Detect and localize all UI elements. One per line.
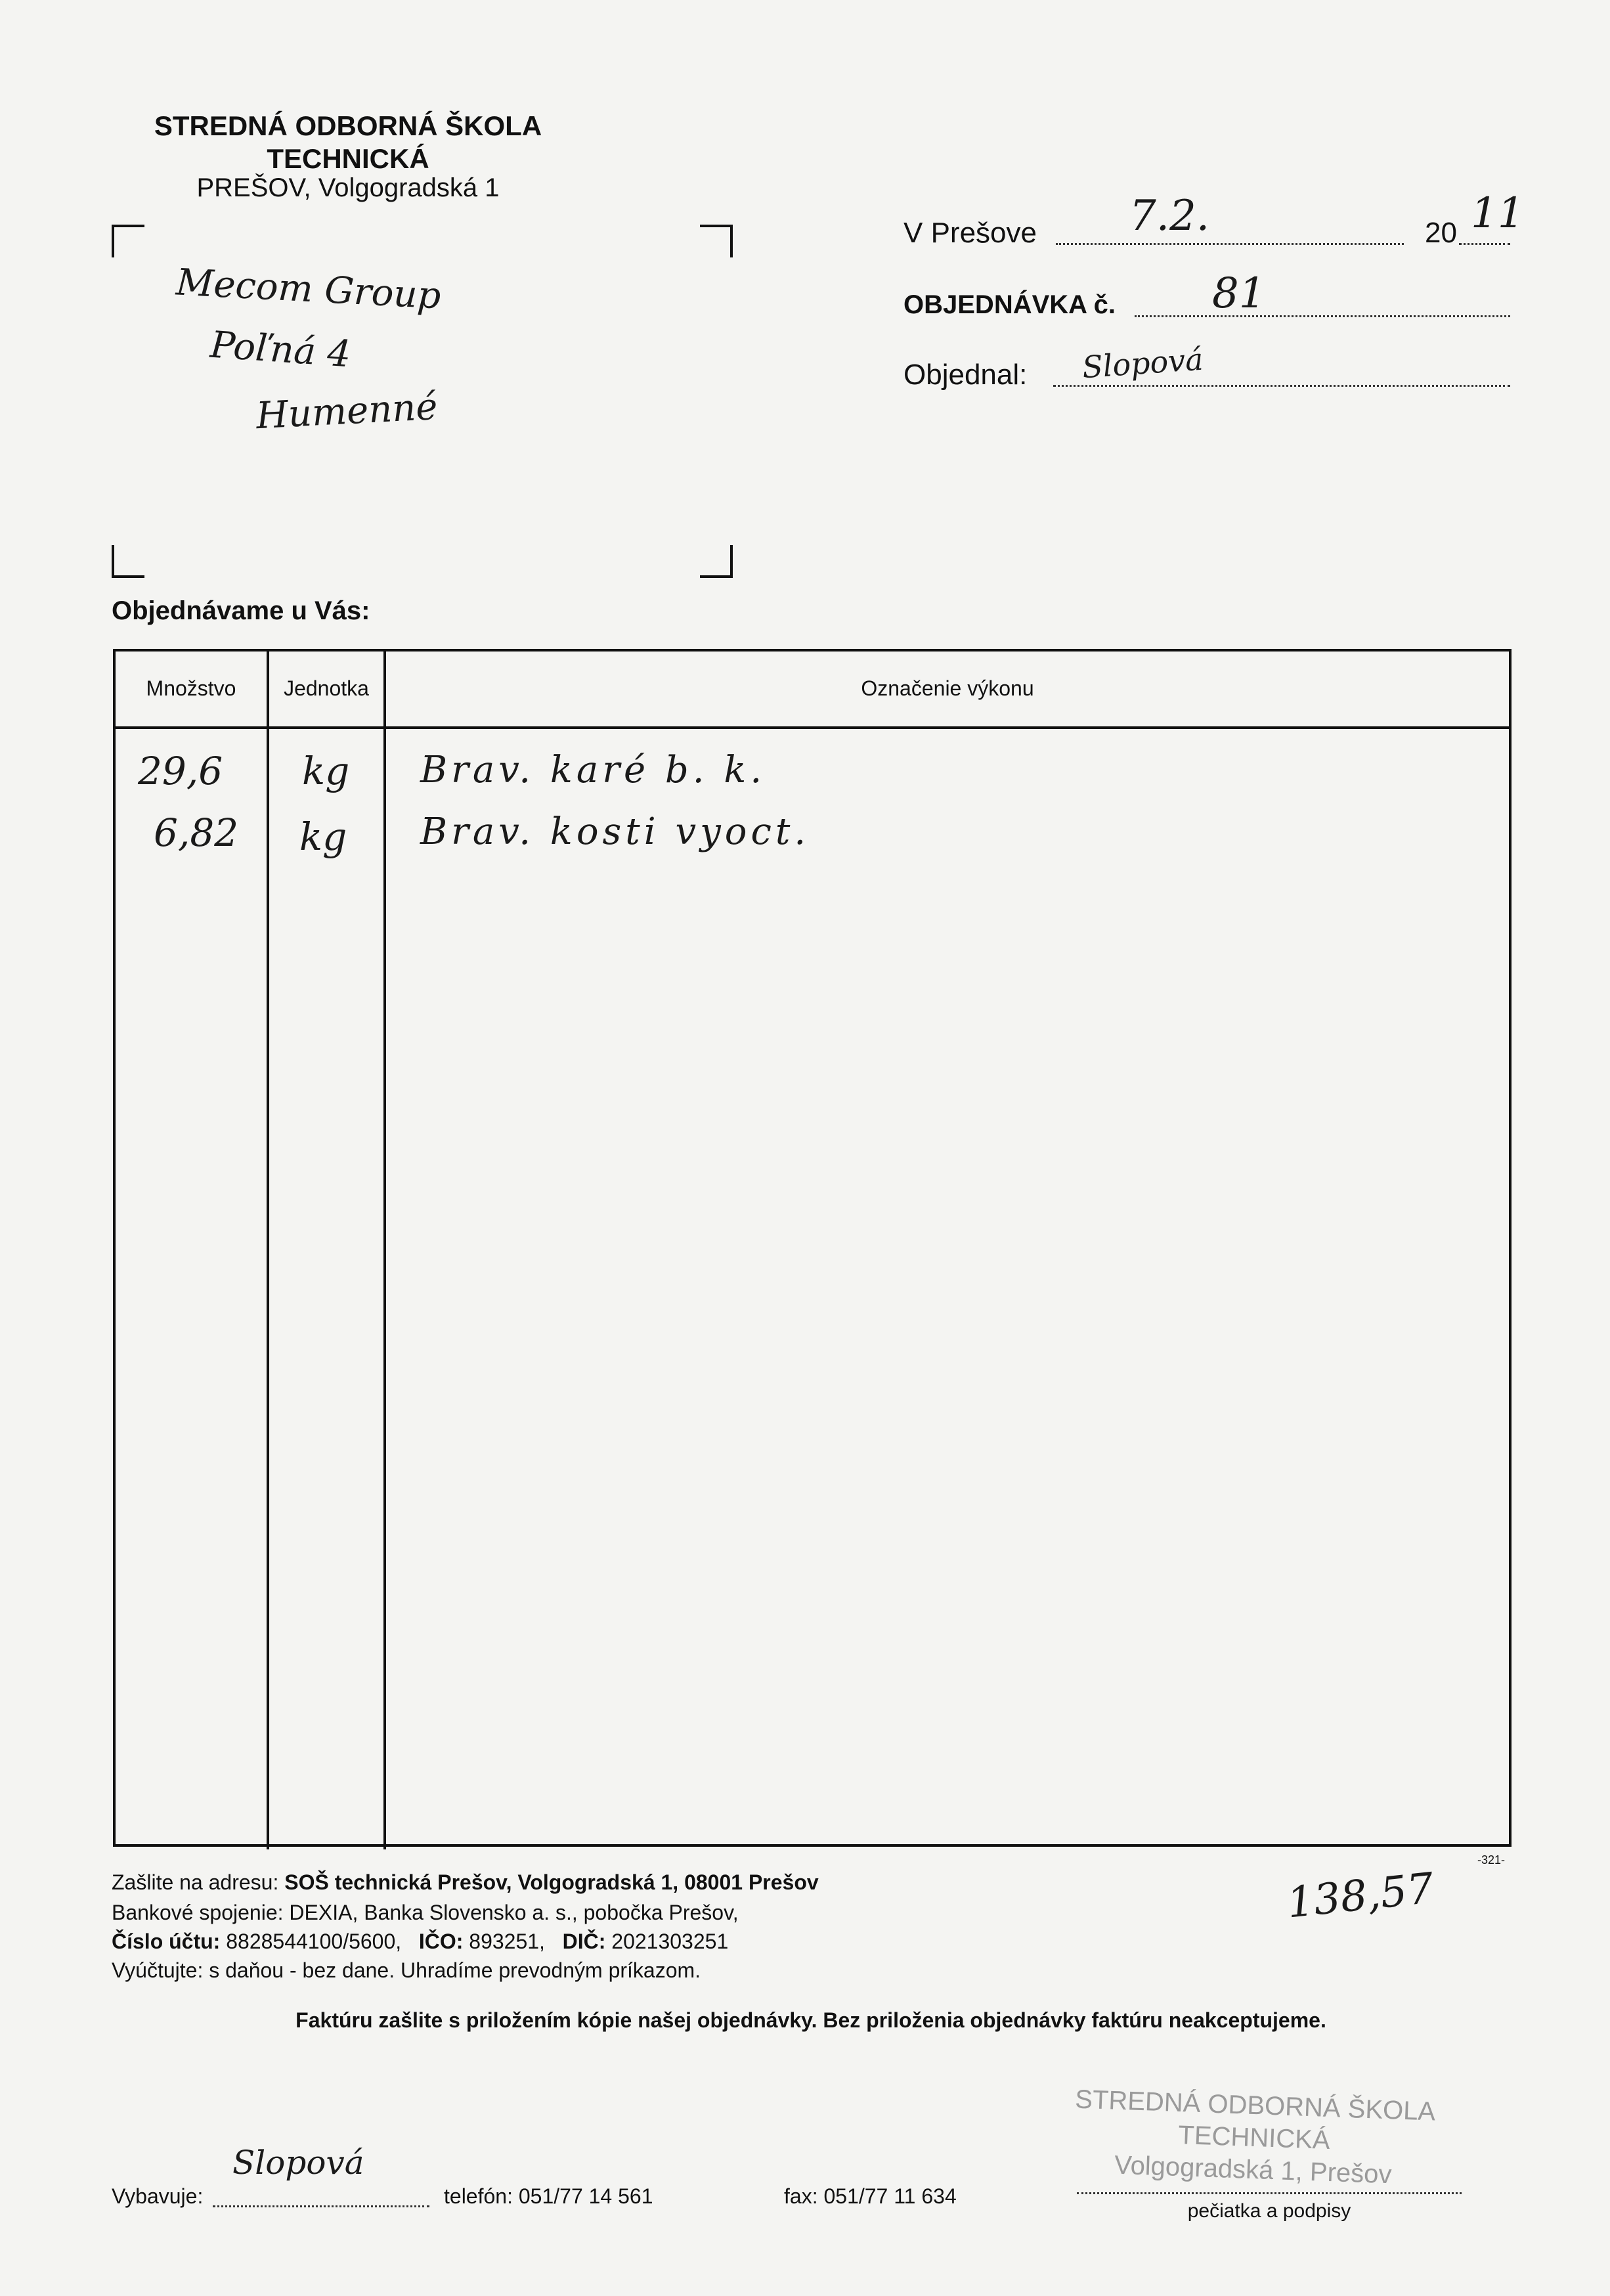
header-quantity: Množstvo <box>146 676 236 700</box>
header-unit: Jednotka <box>284 676 369 700</box>
billing-value: s daňou - bez dane. Uhradíme prevodným príkazom. <box>209 1958 701 1982</box>
table-header-divider <box>113 726 1512 729</box>
account-label: Číslo účtu: <box>112 1930 221 1953</box>
school-name-line2: TECHNICKÁ <box>267 143 429 174</box>
address-corner-bottom-left <box>112 545 144 578</box>
total-handwritten: 138,57 <box>1284 1864 1437 1928</box>
signature-dotted-line <box>1077 2192 1462 2194</box>
row2-description: Brav. kosti vyoct. <box>420 810 810 853</box>
send-address-value: SOŠ technická Prešov, Volgogradská 1, 08001 Prešov <box>284 1870 819 1894</box>
school-stamp <box>1069 2085 1440 2191</box>
year-prefix: 20 <box>1425 217 1457 249</box>
stamp-line3: Volgogradská 1, Prešov <box>1114 2150 1393 2190</box>
order-number-handwritten: 81 <box>1212 269 1266 318</box>
send-address-line <box>112 1870 819 1895</box>
phone-label: telefón: <box>444 2184 513 2208</box>
send-address-label: Zašlite na adresu: <box>112 1870 279 1894</box>
handled-by-label: Vybavuje: <box>112 2184 204 2208</box>
table-column-divider-2 <box>383 651 386 1849</box>
recipient-line3: Humenné <box>255 385 439 438</box>
recipient-line1: Mecom Group <box>175 261 443 318</box>
date-handwritten: 7.2. <box>1129 192 1210 240</box>
place-label: V Prešove <box>903 217 1037 249</box>
address-corner-bottom-right <box>700 545 733 578</box>
school-address: PREŠOV, Volgogradská 1 <box>196 173 500 202</box>
handled-by-signature: Slopová <box>232 2144 364 2182</box>
ordered-by-label: Objednal: <box>903 359 1028 391</box>
order-number-label: OBJEDNÁVKA č. <box>903 290 1116 319</box>
recipient-line2: Poľná 4 <box>208 323 353 376</box>
stamp-line2: TECHNICKÁ <box>1177 2120 1331 2155</box>
order-intro: Objednávame u Vás: <box>112 596 370 625</box>
row2-quantity: 6,82 <box>154 810 239 855</box>
billing-label: Vyúčtujte: <box>112 1958 204 1982</box>
fax-label: fax: <box>784 2184 818 2208</box>
ico-label: IČO: <box>418 1930 464 1953</box>
year-handwritten: 11 <box>1471 189 1525 238</box>
dic-value: 2021303251 <box>611 1930 729 1953</box>
dic-label: DIČ: <box>562 1930 606 1953</box>
signature-label: pečiatka a podpisy <box>1187 2200 1351 2222</box>
account-value: 8828544100/5600, <box>226 1930 402 1953</box>
row2-unit: kg <box>299 814 347 859</box>
table-column-divider-1 <box>267 651 269 1849</box>
header-description: Označenie výkonu <box>861 676 1034 700</box>
address-corner-top-left <box>112 225 144 257</box>
school-name-line1: STREDNÁ ODBORNÁ ŠKOLA <box>154 110 542 141</box>
bank-label: Bankové spojenie: <box>112 1901 284 1924</box>
ordered-by-signature: Slopová <box>1081 341 1205 386</box>
fax-value: 051/77 11 634 <box>823 2184 957 2208</box>
stamp-line1: STREDNÁ ODBORNÁ ŠKOLA <box>1074 2085 1436 2127</box>
bank-line <box>112 1901 739 1925</box>
row1-unit: kg <box>302 749 350 793</box>
phone-line <box>444 2184 653 2209</box>
account-line <box>112 1930 728 1954</box>
bank-value: DEXIA, Banka Slovensko a. s., pobočka Prešov, <box>289 1901 739 1924</box>
billing-line <box>112 1958 701 1983</box>
fax-line <box>784 2184 957 2209</box>
address-corner-top-right <box>700 225 733 257</box>
phone-value: 051/77 14 561 <box>518 2184 653 2208</box>
order-number-dotted-line <box>1135 315 1510 317</box>
row1-description: Brav. karé b. k. <box>420 749 766 791</box>
form-code: -321- <box>1477 1853 1506 1866</box>
date-dotted-line <box>1056 243 1404 245</box>
invoice-note: Faktúru zašlite s priložením kópie našej objednávky. Bez priloženia objednávky faktúru neakceptujeme. <box>295 2008 1326 2032</box>
row1-quantity: 29,6 <box>138 749 223 793</box>
handled-by-dotted-line <box>213 2205 429 2207</box>
ico-value: 893251, <box>469 1930 545 1953</box>
ordered-by-dotted-line <box>1053 385 1510 387</box>
year-dotted-line <box>1459 243 1510 245</box>
